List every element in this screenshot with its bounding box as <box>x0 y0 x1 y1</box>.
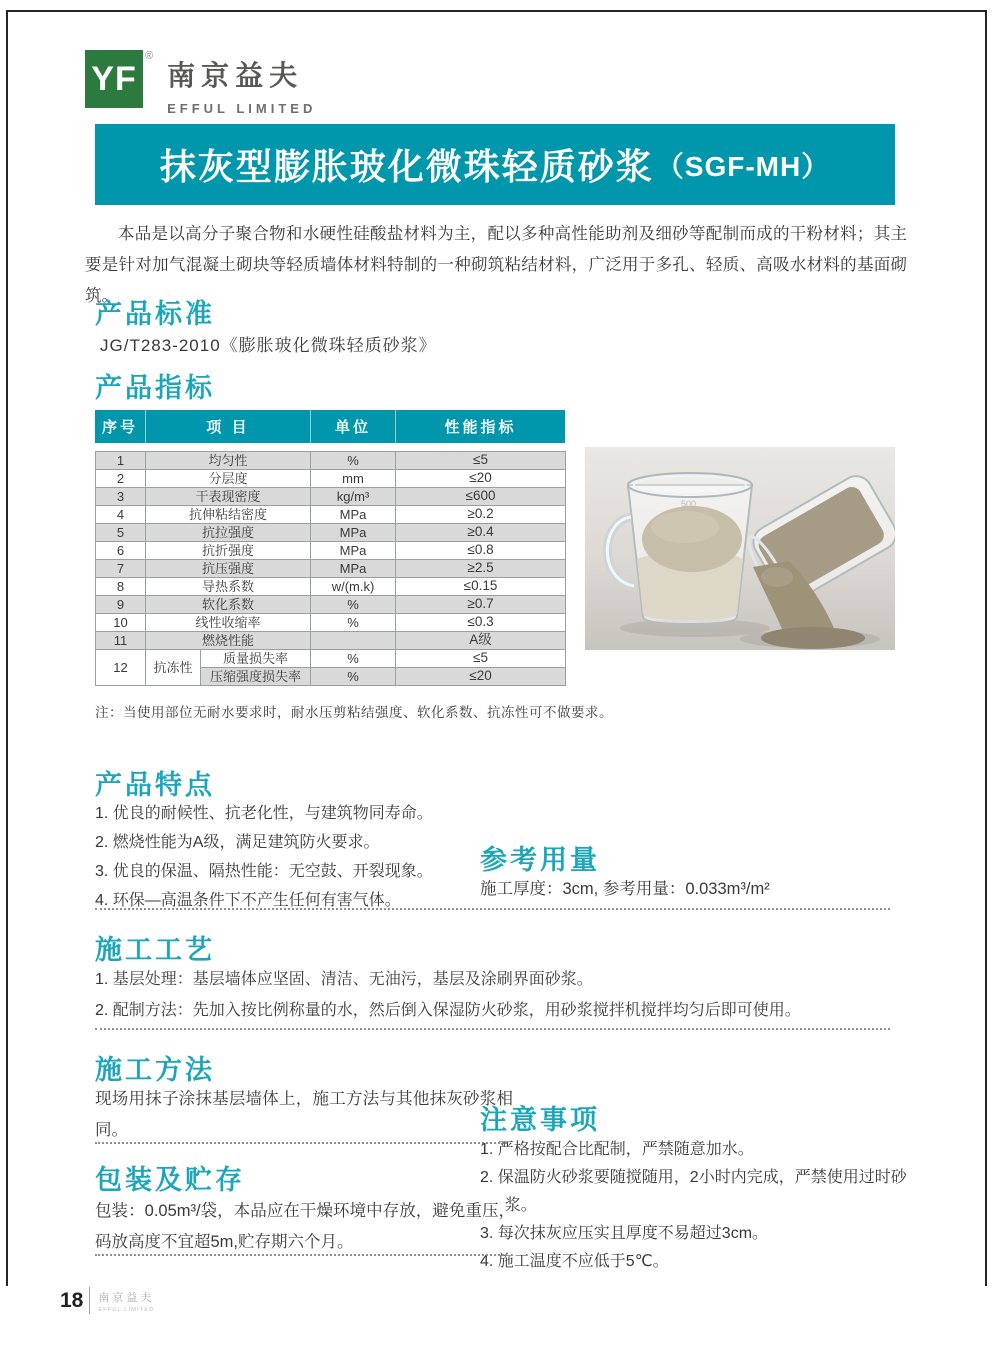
beaker-scale-text: 500 <box>681 499 697 509</box>
table-row: 8 导热系数 w/(m.k) ≤0.15 <box>96 578 566 596</box>
process-list <box>95 964 905 1026</box>
table-row: 1 均匀性 % ≤5 <box>96 452 566 470</box>
table-row: 9 软化系数 % ≥0.7 <box>96 596 566 614</box>
table-row: 12 抗冻性 质量损失率 % ≤5 <box>96 650 566 668</box>
packing-body: 包装：0.05m³/袋，本品应在干燥环境中存放，避免重压，码放高度不宜超5m,贮存期六个月。 <box>95 1202 515 1251</box>
company-name-cn: 南京益夫 <box>167 60 304 91</box>
col-header-value: 性能指标 <box>395 410 565 443</box>
section-title-features: 产品特点 <box>95 770 215 800</box>
table-row: 4 抗伸粘结密度 MPa ≥0.2 <box>96 506 566 524</box>
footer-company-en: EFFUL LIMITED <box>98 1306 155 1313</box>
product-title-banner <box>95 124 895 205</box>
table-row: 7 抗压强度 MPa ≥2.5 <box>96 560 566 578</box>
brand-header <box>85 50 316 116</box>
product-model: （SGF-MH） <box>655 150 831 182</box>
page-number: 18 <box>60 1288 84 1312</box>
table-note: 注：当使用部位无耐水要求时，耐水压剪粘结强度、软化系数、抗冻性可不做要求。 <box>95 705 613 720</box>
list-item: 1. 基层处理：基层墙体应坚固、清洁、无油污，基层及涂刷界面砂浆。 <box>95 971 593 988</box>
method-body: 现场用抹子涂抹基层墙体上，施工方法与其他抹灰砂浆相同。 <box>95 1090 513 1139</box>
list-item: 2. 配制方法：先加入按比例称量的水，然后倒入保湿防火砂浆，用砂浆搅拌机搅拌均匀后即可使用。 <box>95 1002 801 1019</box>
table-row: 5 抗拉强度 MPa ≥0.4 <box>96 524 566 542</box>
divider-dashed <box>95 1028 890 1030</box>
col-header-unit: 单位 <box>310 410 395 443</box>
col-header-no: 序号 <box>101 419 138 436</box>
list-item: 1. 严格按配合比配制，严禁随意加水。 <box>480 1141 754 1158</box>
list-item: 2. 保温防火砂浆要随搅随用，2小时内完成，严禁使用过时砂浆。 <box>480 1169 907 1214</box>
footer-company-cn: 南京益夫 <box>98 1291 155 1304</box>
spec-table-header <box>95 410 565 443</box>
page-frame-right <box>985 10 987 1286</box>
registered-trademark-icon: ® <box>145 50 154 62</box>
table-row: 11 燃烧性能 A级 <box>96 632 566 650</box>
list-item: 4. 环保—高温条件下不产生任何有害气体。 <box>95 892 401 909</box>
divider-dashed-short <box>95 1142 507 1144</box>
company-name-en: EFFUL LIMITED <box>167 101 317 116</box>
section-title-method: 施工方法 <box>95 1055 215 1085</box>
footer-divider <box>89 1287 90 1314</box>
product-title: 抹灰型膨胀玻化微珠轻质砂浆 <box>159 146 654 187</box>
page-frame-left <box>6 10 8 1286</box>
brand-text <box>167 50 316 116</box>
section-title-indicators: 产品指标 <box>95 373 215 403</box>
spec-table <box>95 451 566 686</box>
company-logo-icon <box>85 50 143 108</box>
list-item: 4. 施工温度不应低于5℃。 <box>480 1253 669 1270</box>
standard-body: JG/T283-2010《膨胀玻化微珠轻质砂浆》 <box>100 336 437 355</box>
section-title-standard: 产品标准 <box>95 299 215 329</box>
usage-body: 施工厚度：3cm, 参考用量：0.033m³/m² <box>480 880 770 898</box>
list-item: 3. 优良的保温、隔热性能：无空鼓、开裂现象。 <box>95 863 433 880</box>
section-title-notes: 注意事项 <box>480 1105 600 1135</box>
divider-dashed-short <box>95 1254 507 1256</box>
list-item: 1. 优良的耐候性、抗老化性，与建筑物同寿命。 <box>95 805 433 822</box>
table-row: 2 分层度 mm ≤20 <box>96 470 566 488</box>
intro-paragraph: 本品是以高分子聚合物和水硬性硅酸盐材料为主，配以多种高性能助剂及细砂等配制而成的干粉材料；其主要是针对加气混凝土砌块等轻质墙体材料特制的一种砌筑粘结材料，广泛用于多孔、轻质、高吸水材料的基面砌筑。 <box>85 225 907 305</box>
features-list <box>95 799 495 915</box>
table-row: 6 抗折强度 MPa ≤0.8 <box>96 542 566 560</box>
section-title-packing: 包装及贮存 <box>95 1165 245 1195</box>
list-item: 3. 每次抹灰应压实且厚度不易超过3cm。 <box>480 1225 769 1242</box>
table-row: 压缩强度损失率 % ≤20 <box>96 668 566 686</box>
table-row: 10 线性收缩率 % ≤0.3 <box>96 614 566 632</box>
section-title-usage: 参考用量 <box>480 845 600 875</box>
section-title-process: 施工工艺 <box>95 935 215 965</box>
notes-list <box>480 1136 912 1276</box>
divider-dashed <box>95 908 890 910</box>
logo-mark: YF <box>91 59 137 98</box>
table-row: 3 干表现密度 kg/m³ ≤600 <box>96 488 566 506</box>
list-item: 2. 燃烧性能为A级，满足建筑防火要求。 <box>95 834 380 851</box>
page-footer <box>60 1287 154 1314</box>
product-photo <box>585 447 895 650</box>
col-header-item: 项 目 <box>145 410 310 443</box>
page-frame-top <box>6 10 987 12</box>
